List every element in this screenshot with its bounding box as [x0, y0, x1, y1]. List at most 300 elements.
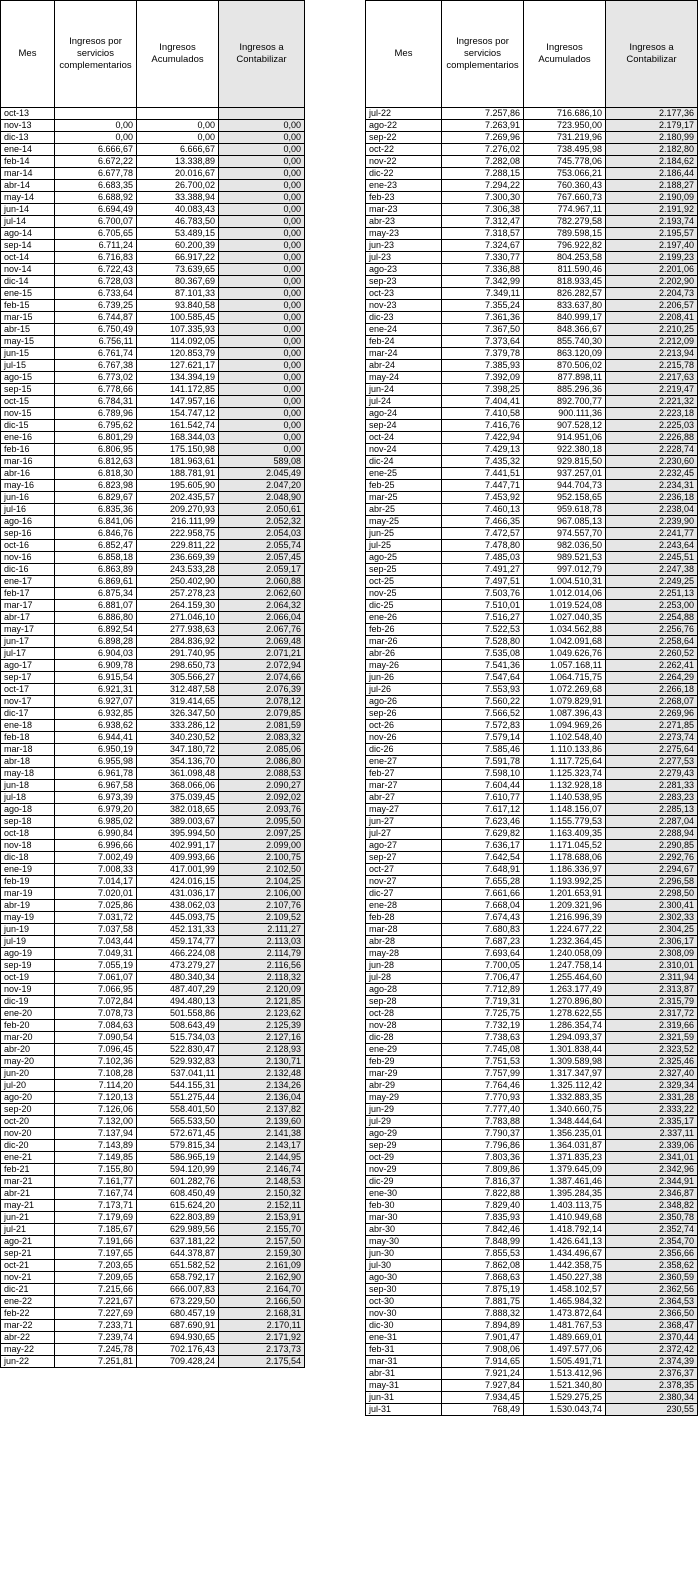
cell-ingresos-servicios: 7.522,53 [442, 624, 524, 636]
cell-ingresos-servicios: 6.711,24 [55, 240, 137, 252]
cell-ingresos-servicios: 7.803,36 [442, 1152, 524, 1164]
cell-ingresos-servicios: 7.269,96 [442, 132, 524, 144]
table-row [1, 1296, 305, 1308]
table-row [1, 768, 305, 780]
cell-ingresos-acumulados: 937.257,01 [524, 468, 606, 480]
cell-mes: sep-20 [1, 1104, 55, 1116]
cell-mes: nov-26 [366, 732, 442, 744]
cell-ingresos-servicios: 7.084,63 [55, 1020, 137, 1032]
cell-mes: dic-25 [366, 600, 442, 612]
cell-ingresos-servicios: 7.809,86 [442, 1164, 524, 1176]
cell-ingresos-servicios: 7.435,32 [442, 456, 524, 468]
cell-ingresos-contabilizar: 2.095,50 [219, 816, 305, 828]
table-row [366, 1212, 698, 1224]
table-row [1, 1056, 305, 1068]
cell-ingresos-acumulados: 188.781,91 [137, 468, 219, 480]
cell-mes: oct-14 [1, 252, 55, 264]
table-row [366, 696, 698, 708]
table-row [366, 984, 698, 996]
table-row [366, 564, 698, 576]
cell-ingresos-acumulados: 26.700,02 [137, 180, 219, 192]
cell-ingresos-contabilizar: 2.106,00 [219, 888, 305, 900]
cell-ingresos-acumulados: 257.278,23 [137, 588, 219, 600]
table-row [366, 840, 698, 852]
cell-mes: jun-28 [366, 960, 442, 972]
cell-ingresos-servicios: 7.783,88 [442, 1116, 524, 1128]
cell-mes: ago-15 [1, 372, 55, 384]
cell-ingresos-acumulados: 870.506,02 [524, 360, 606, 372]
cell-mes: ago-30 [366, 1272, 442, 1284]
table-row [366, 360, 698, 372]
table-row [1, 1332, 305, 1344]
table-row [1, 924, 305, 936]
cell-ingresos-servicios: 7.055,19 [55, 960, 137, 972]
cell-mes: oct-16 [1, 540, 55, 552]
table-row [1, 1344, 305, 1356]
cell-ingresos-contabilizar: 2.370,44 [606, 1332, 698, 1344]
cell-ingresos-servicios: 6.886,80 [55, 612, 137, 624]
header-ingresos-contabilizar: Ingresos a Contabilizar [606, 1, 698, 108]
cell-ingresos-contabilizar: 2.102,50 [219, 864, 305, 876]
cell-mes: ene-23 [366, 180, 442, 192]
cell-ingresos-contabilizar: 2.310,01 [606, 960, 698, 972]
cell-ingresos-contabilizar: 2.352,74 [606, 1224, 698, 1236]
cell-ingresos-acumulados: 1.240.058,09 [524, 948, 606, 960]
cell-ingresos-contabilizar: 2.245,51 [606, 552, 698, 564]
table-row [366, 288, 698, 300]
table-row [366, 1332, 698, 1344]
cell-mes: jun-31 [366, 1392, 442, 1404]
cell-ingresos-contabilizar: 2.368,47 [606, 1320, 698, 1332]
table-row [366, 396, 698, 408]
table-row [366, 768, 698, 780]
cell-ingresos-servicios: 7.120,13 [55, 1092, 137, 1104]
cell-ingresos-servicios: 7.257,86 [442, 108, 524, 120]
table-row [1, 636, 305, 648]
cell-ingresos-contabilizar: 2.180,99 [606, 132, 698, 144]
cell-ingresos-servicios: 7.416,76 [442, 420, 524, 432]
table-row [366, 1404, 698, 1416]
table-row [1, 852, 305, 864]
cell-ingresos-servicios: 7.466,35 [442, 516, 524, 528]
cell-mes: ago-16 [1, 516, 55, 528]
table-row [366, 1140, 698, 1152]
table-row [366, 1200, 698, 1212]
cell-mes: ago-21 [1, 1236, 55, 1248]
cell-mes: ene-30 [366, 1188, 442, 1200]
cell-ingresos-acumulados: 60.200,39 [137, 240, 219, 252]
table-row [1, 792, 305, 804]
table-row [1, 732, 305, 744]
cell-ingresos-contabilizar: 2.296,58 [606, 876, 698, 888]
cell-ingresos-contabilizar: 2.376,37 [606, 1368, 698, 1380]
cell-ingresos-servicios: 7.355,24 [442, 300, 524, 312]
cell-ingresos-contabilizar: 2.159,30 [219, 1248, 305, 1260]
cell-ingresos-servicios: 7.516,27 [442, 612, 524, 624]
cell-ingresos-contabilizar: 2.366,50 [606, 1308, 698, 1320]
cell-ingresos-acumulados: 452.131,33 [137, 924, 219, 936]
table-row [1, 972, 305, 984]
cell-ingresos-servicios: 7.102,36 [55, 1056, 137, 1068]
table-row [366, 1080, 698, 1092]
cell-mes: oct-22 [366, 144, 442, 156]
cell-ingresos-acumulados: 438.062,03 [137, 900, 219, 912]
cell-ingresos-acumulados: 833.637,80 [524, 300, 606, 312]
cell-ingresos-contabilizar: 2.217,63 [606, 372, 698, 384]
cell-ingresos-contabilizar: 2.090,27 [219, 780, 305, 792]
table-row [366, 168, 698, 180]
cell-ingresos-contabilizar: 2.099,00 [219, 840, 305, 852]
cell-ingresos-servicios: 7.572,83 [442, 720, 524, 732]
cell-mes: sep-18 [1, 816, 55, 828]
cell-ingresos-acumulados: 637.181,22 [137, 1236, 219, 1248]
cell-ingresos-contabilizar: 230,55 [606, 1404, 698, 1416]
cell-ingresos-servicios: 6.801,29 [55, 432, 137, 444]
table-row [1, 384, 305, 396]
table-row [366, 132, 698, 144]
table-row [366, 960, 698, 972]
cell-mes: may-26 [366, 660, 442, 672]
table-row [366, 1056, 698, 1068]
cell-ingresos-servicios: 0,00 [55, 120, 137, 132]
cell-ingresos-servicios: 7.008,33 [55, 864, 137, 876]
cell-ingresos-acumulados: 1.019.524,08 [524, 600, 606, 612]
cell-ingresos-acumulados: 1.529.275,25 [524, 1392, 606, 1404]
cell-mes: nov-28 [366, 1020, 442, 1032]
table-row [366, 1368, 698, 1380]
table-row [366, 876, 698, 888]
cell-mes: jul-27 [366, 828, 442, 840]
cell-ingresos-contabilizar: 2.236,18 [606, 492, 698, 504]
cell-ingresos-contabilizar: 2.120,09 [219, 984, 305, 996]
left-revenue-table [0, 0, 305, 1368]
cell-ingresos-servicios: 7.485,03 [442, 552, 524, 564]
table-row [1, 1308, 305, 1320]
cell-ingresos-servicios: 7.410,58 [442, 408, 524, 420]
cell-ingresos-servicios: 7.541,36 [442, 660, 524, 672]
cell-ingresos-contabilizar: 0,00 [219, 240, 305, 252]
cell-mes: dic-28 [366, 1032, 442, 1044]
cell-mes: dic-26 [366, 744, 442, 756]
cell-mes: feb-31 [366, 1344, 442, 1356]
cell-ingresos-contabilizar: 2.331,28 [606, 1092, 698, 1104]
cell-ingresos-servicios: 7.566,52 [442, 708, 524, 720]
cell-ingresos-contabilizar: 2.256,76 [606, 624, 698, 636]
cell-ingresos-acumulados: 586.965,19 [137, 1152, 219, 1164]
cell-mes: sep-14 [1, 240, 55, 252]
table-row [366, 1284, 698, 1296]
cell-mes: nov-20 [1, 1128, 55, 1140]
cell-ingresos-contabilizar: 2.144,95 [219, 1152, 305, 1164]
cell-ingresos-acumulados: 291.740,95 [137, 648, 219, 660]
cell-ingresos-acumulados: 1.521.340,80 [524, 1380, 606, 1392]
cell-ingresos-acumulados: 651.582,52 [137, 1260, 219, 1272]
cell-ingresos-acumulados: 1.505.491,71 [524, 1356, 606, 1368]
cell-ingresos-acumulados: 6.666,67 [137, 144, 219, 156]
cell-ingresos-acumulados: 1.317.347,97 [524, 1068, 606, 1080]
cell-ingresos-contabilizar: 2.184,62 [606, 156, 698, 168]
cell-ingresos-servicios: 6.744,87 [55, 312, 137, 324]
cell-ingresos-acumulados: 354.136,70 [137, 756, 219, 768]
cell-ingresos-servicios: 6.795,62 [55, 420, 137, 432]
cell-ingresos-acumulados: 658.792,17 [137, 1272, 219, 1284]
cell-ingresos-servicios: 7.385,93 [442, 360, 524, 372]
table-row [1, 120, 305, 132]
cell-mes: may-24 [366, 372, 442, 384]
cell-mes: mar-18 [1, 744, 55, 756]
cell-ingresos-acumulados: 1.102.548,40 [524, 732, 606, 744]
cell-mes: feb-24 [366, 336, 442, 348]
cell-ingresos-acumulados: 236.669,39 [137, 552, 219, 564]
table-row [1, 1356, 305, 1368]
cell-ingresos-contabilizar: 2.128,93 [219, 1044, 305, 1056]
cell-mes: mar-31 [366, 1356, 442, 1368]
cell-mes: oct-30 [366, 1296, 442, 1308]
table-row [366, 516, 698, 528]
cell-ingresos-acumulados: 1.132.928,18 [524, 780, 606, 792]
cell-ingresos-acumulados: 840.999,17 [524, 312, 606, 324]
cell-mes: oct-15 [1, 396, 55, 408]
cell-mes: sep-30 [366, 1284, 442, 1296]
cell-ingresos-acumulados: 1.294.093,37 [524, 1032, 606, 1044]
cell-ingresos-acumulados: 409.993,66 [137, 852, 219, 864]
cell-ingresos-acumulados: 168.344,03 [137, 432, 219, 444]
table-row [366, 1176, 698, 1188]
cell-mes: mar-21 [1, 1176, 55, 1188]
cell-ingresos-servicios: 6.904,03 [55, 648, 137, 660]
cell-ingresos-acumulados: 914.951,06 [524, 432, 606, 444]
cell-ingresos-contabilizar: 2.146,74 [219, 1164, 305, 1176]
cell-ingresos-contabilizar: 2.155,70 [219, 1224, 305, 1236]
cell-ingresos-contabilizar: 2.100,75 [219, 852, 305, 864]
table-row [366, 1092, 698, 1104]
cell-ingresos-acumulados: 760.360,43 [524, 180, 606, 192]
table-row [1, 180, 305, 192]
cell-mes: feb-27 [366, 768, 442, 780]
table-row [1, 1080, 305, 1092]
cell-ingresos-contabilizar: 2.132,48 [219, 1068, 305, 1080]
cell-ingresos-servicios: 6.869,61 [55, 576, 137, 588]
cell-mes: abr-20 [1, 1044, 55, 1056]
cell-ingresos-servicios: 7.330,77 [442, 252, 524, 264]
table-row [366, 216, 698, 228]
cell-mes: may-14 [1, 192, 55, 204]
cell-ingresos-servicios: 7.478,80 [442, 540, 524, 552]
cell-ingresos-acumulados: 1.513.412,96 [524, 1368, 606, 1380]
cell-ingresos-acumulados: 666.007,83 [137, 1284, 219, 1296]
cell-ingresos-contabilizar: 2.281,33 [606, 780, 698, 792]
cell-ingresos-servicios: 7.379,78 [442, 348, 524, 360]
cell-ingresos-contabilizar: 2.341,01 [606, 1152, 698, 1164]
table-row [1, 984, 305, 996]
cell-mes: sep-26 [366, 708, 442, 720]
cell-ingresos-servicios: 7.276,02 [442, 144, 524, 156]
cell-ingresos-servicios: 7.306,38 [442, 204, 524, 216]
table-row [366, 732, 698, 744]
cell-ingresos-contabilizar: 2.190,09 [606, 192, 698, 204]
table-header-row [366, 1, 698, 108]
cell-ingresos-acumulados: 900.111,36 [524, 408, 606, 420]
cell-ingresos-acumulados: 375.039,45 [137, 792, 219, 804]
cell-ingresos-contabilizar: 2.134,26 [219, 1080, 305, 1092]
cell-ingresos-acumulados: 298.650,73 [137, 660, 219, 672]
cell-ingresos-acumulados: 494.480,13 [137, 996, 219, 1008]
cell-mes: abr-14 [1, 180, 55, 192]
cell-ingresos-acumulados: 1.140.538,95 [524, 792, 606, 804]
cell-ingresos-contabilizar: 2.197,40 [606, 240, 698, 252]
cell-mes: nov-15 [1, 408, 55, 420]
cell-ingresos-acumulados: 1.171.045,52 [524, 840, 606, 852]
cell-mes: feb-19 [1, 876, 55, 888]
table-row [1, 1164, 305, 1176]
cell-ingresos-acumulados: 1.064.715,75 [524, 672, 606, 684]
cell-ingresos-acumulados: 1.473.872,64 [524, 1308, 606, 1320]
cell-ingresos-acumulados: 1.125.323,74 [524, 768, 606, 780]
cell-ingresos-acumulados: 1.270.896,80 [524, 996, 606, 1008]
table-row [1, 1068, 305, 1080]
cell-ingresos-acumulados: 1.278.622,55 [524, 1008, 606, 1020]
cell-ingresos-servicios: 7.318,57 [442, 228, 524, 240]
cell-ingresos-contabilizar: 2.264,29 [606, 672, 698, 684]
table-row [1, 312, 305, 324]
cell-ingresos-acumulados: 818.933,45 [524, 276, 606, 288]
cell-mes: mar-24 [366, 348, 442, 360]
cell-ingresos-servicios: 7.020,01 [55, 888, 137, 900]
cell-ingresos-servicios: 7.245,78 [55, 1344, 137, 1356]
cell-ingresos-contabilizar: 2.311,94 [606, 972, 698, 984]
cell-ingresos-servicios: 7.862,08 [442, 1260, 524, 1272]
cell-mes: mar-22 [1, 1320, 55, 1332]
cell-ingresos-servicios: 7.441,51 [442, 468, 524, 480]
cell-ingresos-servicios: 7.712,89 [442, 984, 524, 996]
cell-mes: nov-25 [366, 588, 442, 600]
cell-ingresos-acumulados: 319.414,65 [137, 696, 219, 708]
cell-ingresos-contabilizar: 2.302,33 [606, 912, 698, 924]
cell-mes: nov-29 [366, 1164, 442, 1176]
table-row [1, 1140, 305, 1152]
cell-ingresos-acumulados: 863.120,09 [524, 348, 606, 360]
cell-ingresos-contabilizar: 2.048,90 [219, 492, 305, 504]
cell-ingresos-acumulados: 1.286.354,74 [524, 1020, 606, 1032]
cell-ingresos-servicios: 6.915,54 [55, 672, 137, 684]
cell-ingresos-servicios: 7.137,94 [55, 1128, 137, 1140]
cell-ingresos-servicios: 7.842,46 [442, 1224, 524, 1236]
cell-ingresos-servicios: 7.655,28 [442, 876, 524, 888]
cell-mes: sep-28 [366, 996, 442, 1008]
cell-mes: nov-27 [366, 876, 442, 888]
cell-ingresos-contabilizar: 2.055,74 [219, 540, 305, 552]
cell-ingresos-servicios: 6.927,07 [55, 696, 137, 708]
cell-ingresos-servicios: 6.756,11 [55, 336, 137, 348]
cell-mes: sep-27 [366, 852, 442, 864]
cell-ingresos-contabilizar: 2.127,16 [219, 1032, 305, 1044]
table-row [1, 900, 305, 912]
cell-ingresos-acumulados: 1.049.626,76 [524, 648, 606, 660]
cell-ingresos-acumulados: 738.495,98 [524, 144, 606, 156]
table-row [366, 900, 698, 912]
cell-mes: abr-18 [1, 756, 55, 768]
cell-ingresos-acumulados: 885.296,36 [524, 384, 606, 396]
cell-ingresos-acumulados: 551.275,44 [137, 1092, 219, 1104]
cell-ingresos-acumulados: 1.418.792,14 [524, 1224, 606, 1236]
cell-mes: jul-22 [366, 108, 442, 120]
header-ingresos-acumulados: Ingresos Acumulados [524, 1, 606, 108]
cell-ingresos-contabilizar: 2.266,18 [606, 684, 698, 696]
cell-ingresos-contabilizar: 2.313,87 [606, 984, 698, 996]
cell-ingresos-contabilizar: 2.123,62 [219, 1008, 305, 1020]
table-row [1, 600, 305, 612]
cell-ingresos-contabilizar: 0,00 [219, 156, 305, 168]
table-row [1, 552, 305, 564]
cell-ingresos-servicios: 7.796,86 [442, 1140, 524, 1152]
cell-ingresos-acumulados: 216.111,99 [137, 516, 219, 528]
cell-mes: may-31 [366, 1380, 442, 1392]
table-row [1, 1200, 305, 1212]
cell-ingresos-acumulados: 120.853,79 [137, 348, 219, 360]
cell-ingresos-acumulados: 326.347,50 [137, 708, 219, 720]
cell-ingresos-acumulados: 608.450,49 [137, 1188, 219, 1200]
cell-mes: jun-15 [1, 348, 55, 360]
cell-ingresos-acumulados: 944.704,73 [524, 480, 606, 492]
cell-ingresos-contabilizar: 2.195,57 [606, 228, 698, 240]
cell-ingresos-servicios: 6.806,95 [55, 444, 137, 456]
cell-ingresos-acumulados: 1.224.677,22 [524, 924, 606, 936]
cell-mes: feb-30 [366, 1200, 442, 1212]
table-row [366, 1260, 698, 1272]
cell-mes: sep-16 [1, 528, 55, 540]
cell-mes: feb-25 [366, 480, 442, 492]
cell-ingresos-acumulados: 1.530.043,74 [524, 1404, 606, 1416]
header-ingresos-servicios: Ingresos por servicios complementarios [442, 1, 524, 108]
table-row [1, 204, 305, 216]
cell-ingresos-contabilizar: 2.213,94 [606, 348, 698, 360]
table-row [1, 996, 305, 1008]
table-row [366, 1272, 698, 1284]
table-row [366, 1008, 698, 1020]
table-row [366, 108, 698, 120]
cell-ingresos-acumulados: 989.521,53 [524, 552, 606, 564]
cell-ingresos-servicios: 7.585,46 [442, 744, 524, 756]
cell-ingresos-servicios: 7.203,65 [55, 1260, 137, 1272]
table-row [366, 660, 698, 672]
cell-mes: sep-15 [1, 384, 55, 396]
cell-mes: jun-19 [1, 924, 55, 936]
cell-ingresos-servicios: 6.694,49 [55, 204, 137, 216]
cell-ingresos-contabilizar: 2.380,34 [606, 1392, 698, 1404]
cell-ingresos-servicios [55, 108, 137, 120]
header-ingresos-acumulados: Ingresos Acumulados [137, 1, 219, 108]
cell-mes: dic-20 [1, 1140, 55, 1152]
table-row [366, 444, 698, 456]
cell-ingresos-contabilizar: 0,00 [219, 408, 305, 420]
cell-ingresos-servicios: 7.617,12 [442, 804, 524, 816]
cell-mes: ene-25 [366, 468, 442, 480]
cell-mes: ago-18 [1, 804, 55, 816]
cell-ingresos-contabilizar: 2.260,52 [606, 648, 698, 660]
cell-ingresos-servicios: 7.221,67 [55, 1296, 137, 1308]
cell-ingresos-contabilizar: 2.374,39 [606, 1356, 698, 1368]
cell-ingresos-servicios: 6.700,07 [55, 216, 137, 228]
cell-ingresos-contabilizar: 2.179,17 [606, 120, 698, 132]
cell-ingresos-servicios: 7.661,66 [442, 888, 524, 900]
cell-ingresos-contabilizar: 0,00 [219, 312, 305, 324]
cell-ingresos-acumulados: 1.193.992,25 [524, 876, 606, 888]
cell-ingresos-contabilizar: 2.093,76 [219, 804, 305, 816]
cell-ingresos-acumulados: 66.917,22 [137, 252, 219, 264]
cell-ingresos-servicios: 7.014,17 [55, 876, 137, 888]
cell-mes: jul-25 [366, 540, 442, 552]
cell-ingresos-servicios: 7.881,75 [442, 1296, 524, 1308]
